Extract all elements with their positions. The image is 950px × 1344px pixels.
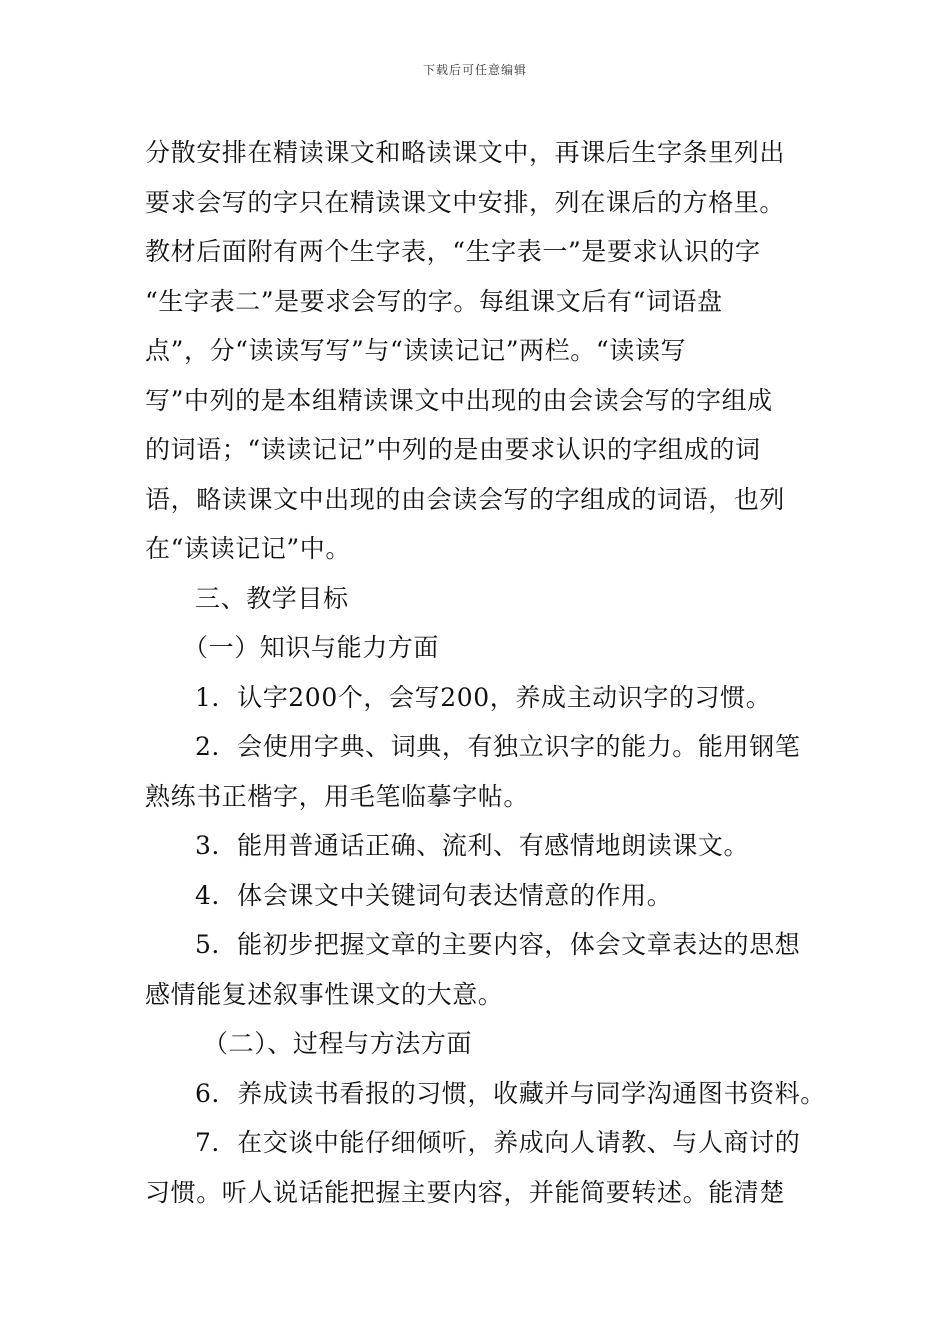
text-line: 在“读读记记”中。 [145, 534, 351, 563]
text-line: 的词语；“读读记记”中列的是由要求认识的字组成的词 [145, 435, 761, 464]
text-line: 熟练书正楷字，用毛笔临摹字帖。 [145, 781, 530, 811]
subsection-heading: （二）、过程与方法方面 [203, 1029, 473, 1058]
list-item: 7．在交谈中能仔细倾听，养成向人请教、与人商讨的 [195, 1128, 801, 1157]
text-line: 写”中列的是本组精读课文中出现的由会读会写的字组成 [145, 385, 773, 415]
page-header: 下载后可任意编辑 [422, 63, 527, 77]
list-item: 5．能初步把握文章的主要内容，体会文章表达的思想 [195, 930, 801, 959]
list-item: 6．养成读书看报的习惯，收藏并与同学沟通图书资料。 [195, 1078, 826, 1108]
subsection-heading: （一）知识与能力方面 [183, 633, 440, 662]
text-line: 分散安排在精读课文和略读课文中，再课后生字条里列出 [145, 138, 786, 167]
text-line: 要求会写的字只在精读课文中安排，列在课后的方格里。 [145, 187, 786, 217]
text-line: 感情能复述叙事性课文的大意。 [145, 979, 504, 1009]
list-item: 4．体会课文中关键词句表达情意的作用。 [195, 880, 673, 910]
document-body [145, 128, 826, 1217]
text-line: “生字表二”是要求会写的字。每组课文后有“词语盘 [145, 286, 723, 316]
text-line: 习惯。听人说话能把握主要内容，并能简要转述。能清楚 [145, 1177, 786, 1207]
section-heading: 三、教学目标 [195, 583, 349, 613]
text-line: 点”，分“读读写写”与“读读记记”两栏。“读读写 [145, 336, 687, 365]
text-line: 教材后面附有两个生字表，“生字表一”是要求认识的字 [145, 237, 761, 266]
text-line: 语，略读课文中出现的由会读会写的字组成的词语，也列 [145, 484, 786, 514]
list-item: 1．认字200个，会写200，养成主动识字的习惯。 [195, 682, 772, 712]
list-item: 2．会使用字典、词典，有独立识字的能力。能用钢笔 [195, 732, 801, 761]
list-item: 3．能用普通话正确、流利、有感情地朗读课文。 [195, 831, 750, 860]
